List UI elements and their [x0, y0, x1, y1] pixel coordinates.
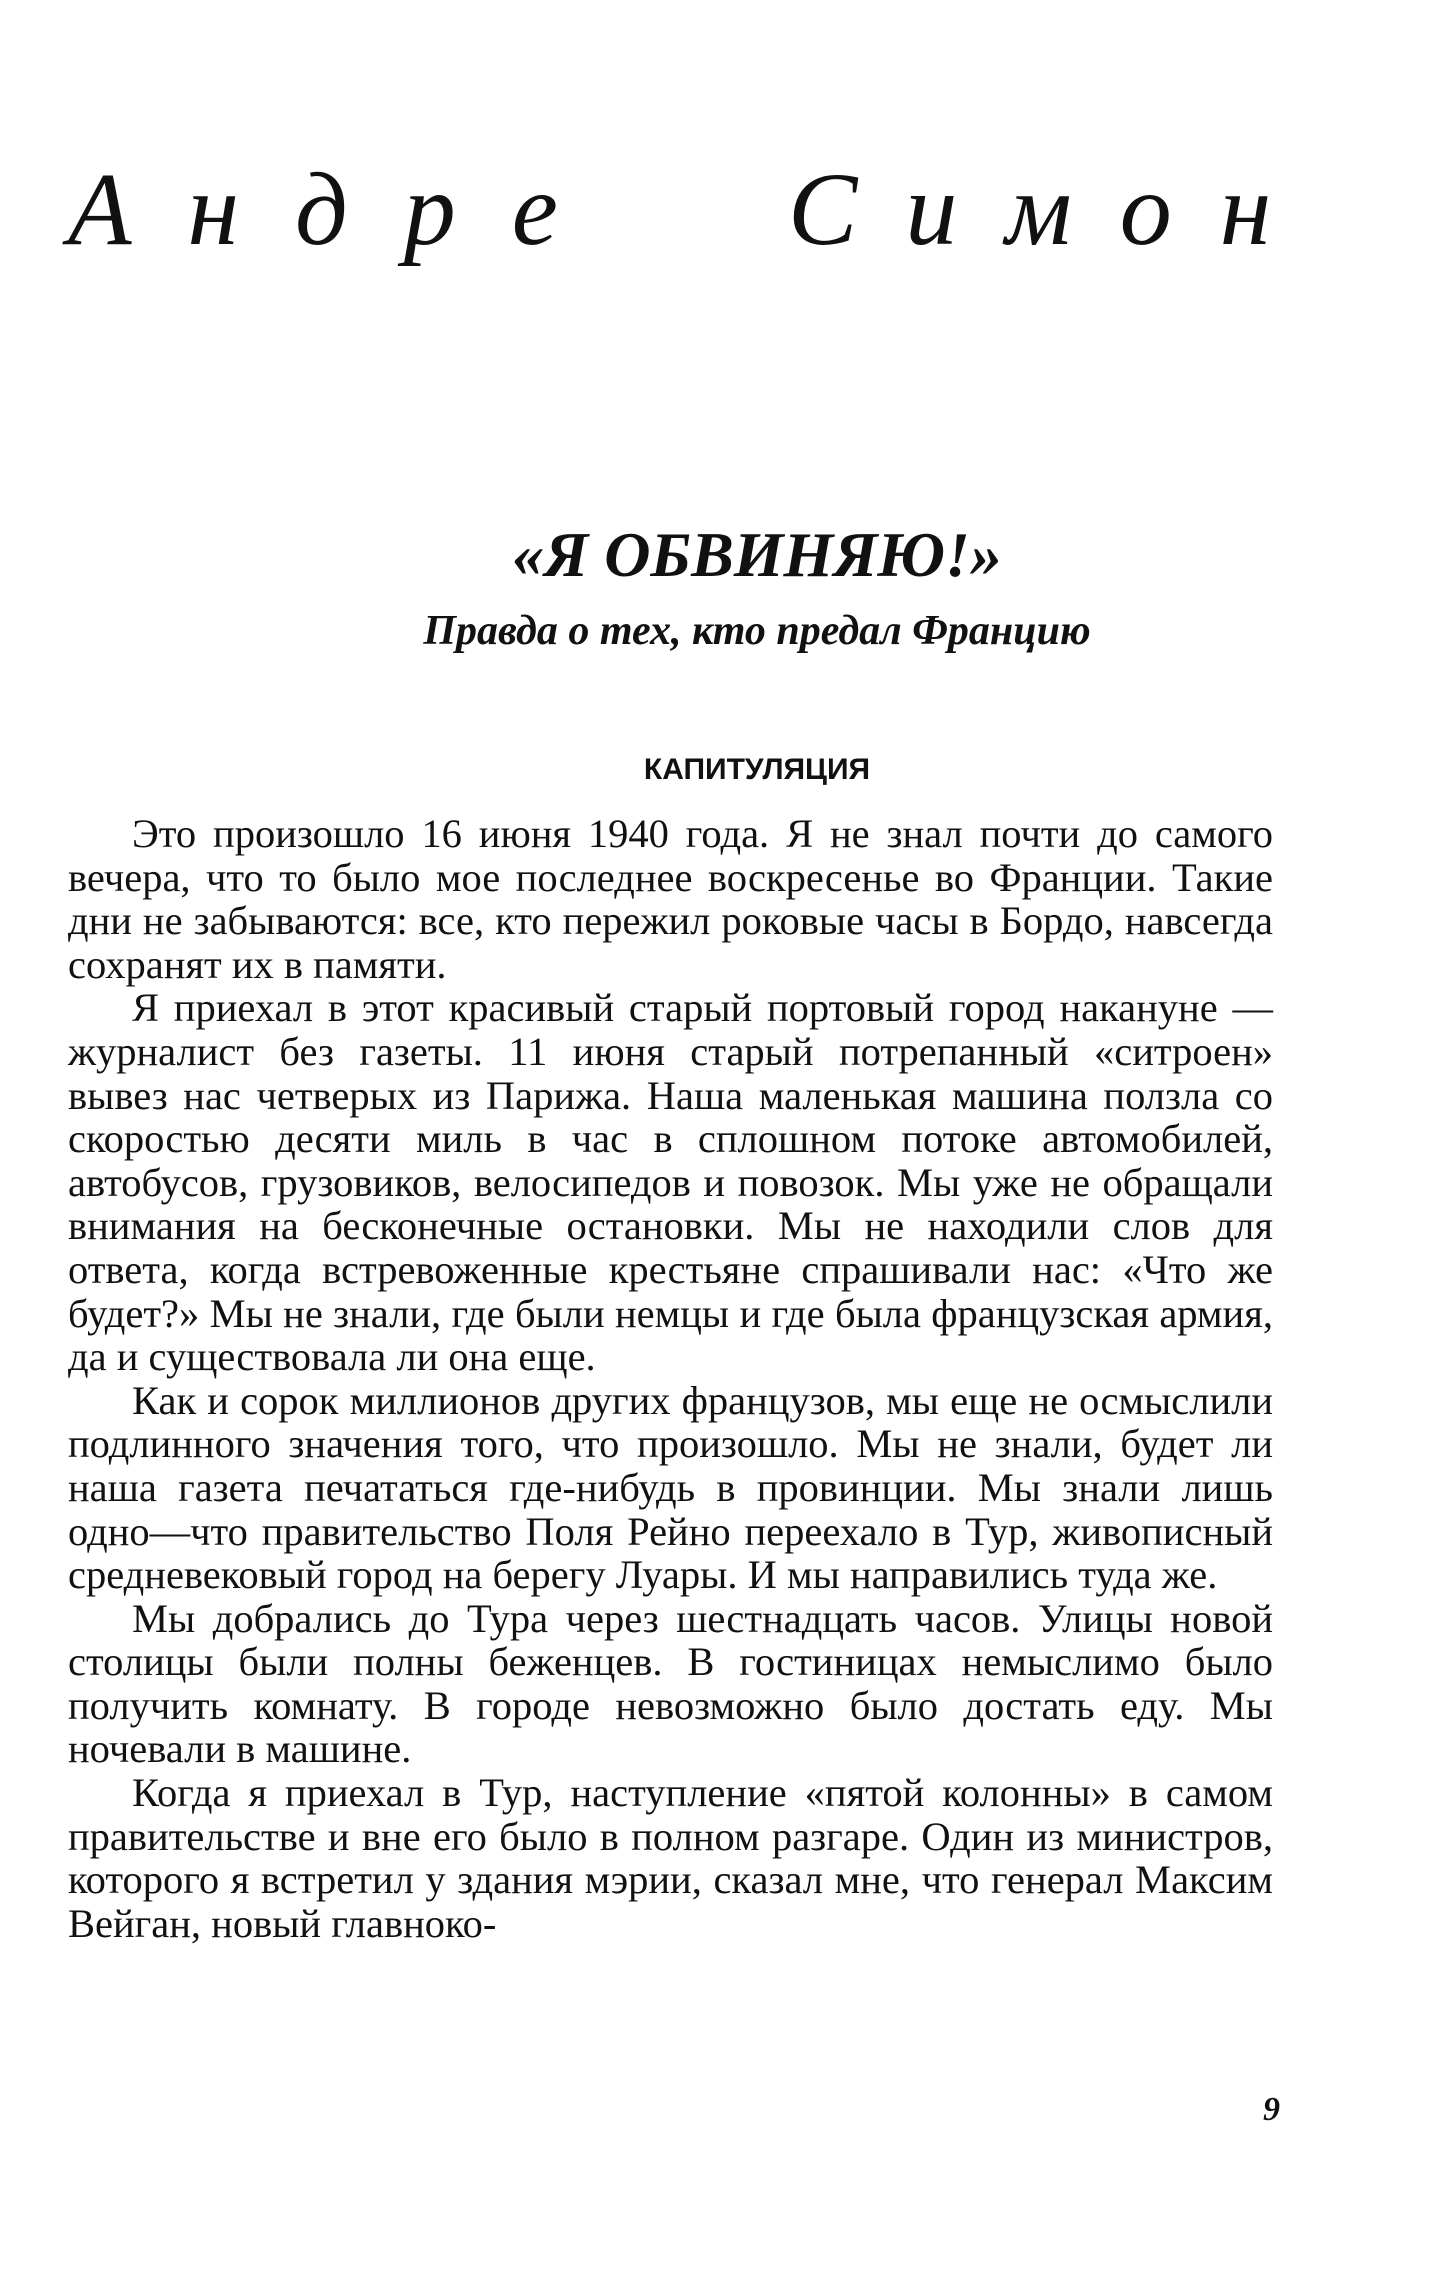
- author-name: [68, 150, 1320, 270]
- paragraph: Я приехал в этот красивый старый портовый город накануне — журналист без газеты. 11 июня старый потрепанный «ситроен» вывез нас четверых из Парижа. Наша маленькая машина ползла со скоростью десяти миль в час в сплошном потоке автомобилей, автобусов, грузовиков, велосипедов и повозок. Мы уже не обращали внимания на бесконечные остановки. Мы не находили слов для ответа, когда встревоженные крестьяне спрашивали нас: «Что же будет?» Мы не знали, где были немцы и где была французская армия, да и существовала ли она еще.: [68, 985, 1273, 1380]
- paragraph: Когда я приехал в Тур, наступление «пятой колонны» в самом правительстве и вне его было в полном разгаре. Один из министров, которого я встретил у здания мэрии, сказал мне, что генерал Максим Вейган, новый главноко-: [68, 1770, 1273, 1946]
- author-first-name: Андре: [68, 152, 614, 267]
- page-number: 9: [1263, 2091, 1280, 2128]
- book-subtitle: Правда о тех, кто предал Францию: [423, 608, 1091, 654]
- paragraph: Мы добрались до Тура через шестнадцать часов. Улицы новой столицы были полны беженцев. В гостиницах немыслимо было получить комнату. В городе невозможно было достать еду. Мы ночевали в машине.: [68, 1595, 1273, 1772]
- body-text: [68, 812, 1273, 1945]
- book-title: «Я ОБВИНЯЮ!»: [512, 519, 1002, 590]
- paragraph: Как и сорок миллионов других французов, мы еще не осмыслили подлинного значения того, что произошло. Мы не знали, будет ли наша газета печататься где-нибудь в провинции. Мы знали лишь одно—что правительство Поля Рейно переехало в Тур, живописный средневековый город на берегу Луары. И мы направились туда же.: [68, 1377, 1273, 1598]
- section-heading: КАПИТУЛЯЦИЯ: [643, 753, 871, 786]
- paragraph: Это произошло 16 июня 1940 года. Я не знал почти до самого вечера, что то было мое последнее воскресенье во Франции. Такие дни не забываются: все, кто пережил роковые часы в Бордо, навсегда сохранят их в памяти.: [68, 811, 1273, 987]
- author-last-name: Симон: [788, 152, 1320, 267]
